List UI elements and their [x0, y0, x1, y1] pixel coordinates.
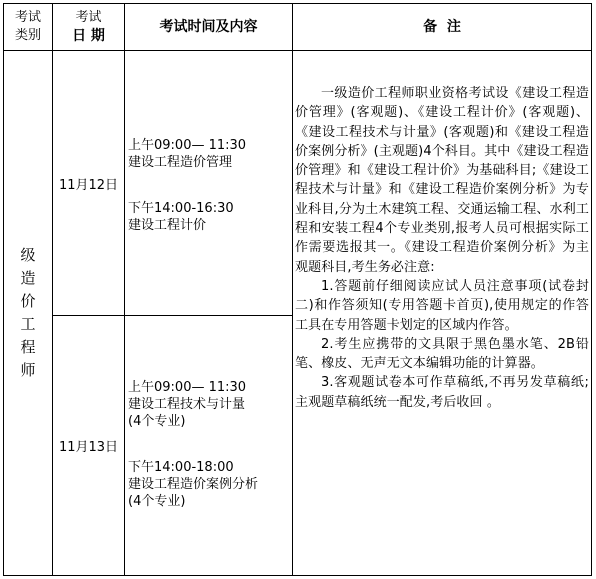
column-divider-3 — [292, 3, 293, 576]
table-border-right — [591, 3, 592, 576]
date-cell-row-1: 11月12日 — [58, 177, 119, 193]
notes-paragraph-1: 1.答题前仔细阅读应试人员注意事项(试卷封二)和作答须知(专用答题卡首页),使用规定的作答工具在专用答题卡划定的区域内作答。 — [295, 278, 589, 333]
category-char: 程 — [20, 338, 36, 356]
header-date-bottom: 日 期 — [72, 28, 105, 44]
column-divider-2 — [124, 3, 125, 576]
header-date — [53, 4, 124, 50]
notes-cell — [295, 84, 589, 412]
category-cell — [4, 51, 52, 575]
table-border-bottom — [3, 575, 592, 576]
header-notes: 备 注 — [423, 19, 461, 35]
header-category: 考试 类别 — [14, 10, 41, 43]
category-char: 工 — [20, 315, 36, 333]
schedule-morning-row-2: 上午09:00— 11:30 建设工程技术与计量 (4个专业) — [128, 380, 247, 429]
notes-paragraph-2: 2.考生应携带的文具限于黑色墨水笔、2B铅笔、橡皮、无声无文本编辑功能的计算器。 — [295, 336, 589, 372]
schedule-afternoon-row-2: 下午14:00-18:00 建设工程造价案例分析 (4个专业) — [128, 460, 259, 509]
category-char: 级 — [20, 246, 36, 264]
header-content: 考试时间及内容 — [159, 19, 258, 35]
notes-paragraph-3: 3.客观题试卷本可作草稿纸,不再另发草稿纸;主观题草稿纸统一配发,考后收回 。 — [295, 375, 589, 410]
schedule-morning-row-1: 上午09:00— 11:30 建设工程造价管理 — [128, 138, 247, 170]
date-cell-row-2: 11月13日 — [58, 440, 119, 455]
category-char: 师 — [20, 361, 36, 379]
header-date-top: 考试 — [75, 10, 102, 25]
category-char: 价 — [20, 292, 36, 310]
schedule-afternoon-row-1: 下午14:00-16:30 建设工程计价 — [128, 201, 234, 233]
notes-paragraph-intro: 一级造价工程师职业资格考试设《建设工程造价管理》(客观题)、《建设工程计价》(客观题)、《建设工程技术与计量》(客观题)和《建设工程造价案例分析》(主观题)4个科目。其中《建设工程造价管理》和《建设工程计价》为基础科目;《建设工程技术与计量》和《建设工程造价案例分析》为专业科目,分为土木建筑工程、交通运输工程、水利工程和安装工程4个专业类别,报考人员可根据实际工作需要选报其一。《建设工程造价案例分析》为主观题科目,考生务必注意: — [295, 86, 589, 275]
category-char: 造 — [20, 269, 36, 287]
